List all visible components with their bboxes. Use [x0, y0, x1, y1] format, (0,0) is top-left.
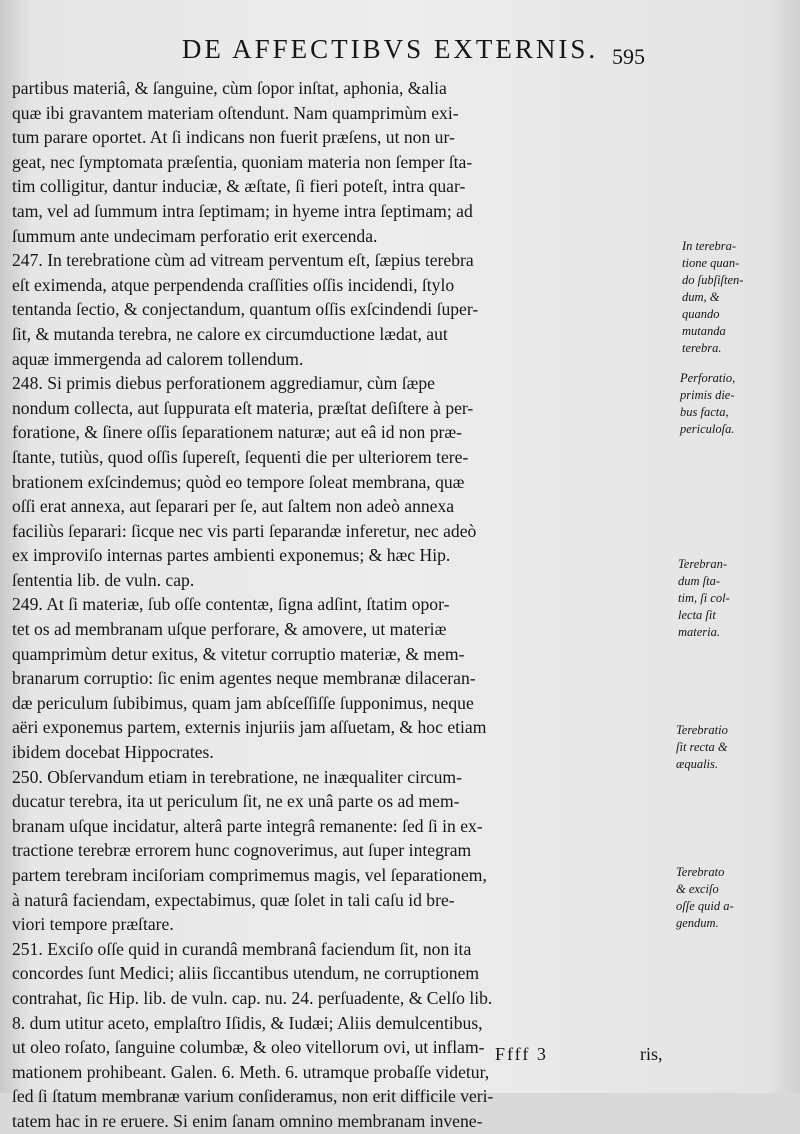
text-line: aëri exponemus partem, externis injuriis jam aſſuetam, & hoc etiam: [12, 717, 487, 738]
margin-note-line: æqualis.: [676, 757, 719, 771]
signature-mark: Ffff 3: [495, 1044, 548, 1064]
margin-note-line: dum, &: [682, 290, 720, 304]
margin-note-248: [680, 370, 795, 438]
text-line: brationem exſcindemus; quòd eo tempore ſoleat membrana, quæ: [12, 471, 465, 492]
text-line: ſummum ante undecimam perforatio erit exercenda.: [12, 225, 378, 246]
margin-note-line: bus facta,: [680, 405, 729, 419]
margin-note-line: periculoſa.: [680, 422, 735, 436]
text-line: eſt eximenda, atque perpendenda craſſities oſſis incidendi, ſtylo: [12, 274, 455, 295]
text-line: 250. Obſervandum etiam in terebratione, ne inæqualiter circum-: [12, 766, 462, 787]
margin-note-251: [676, 864, 791, 932]
margin-note-249: [678, 556, 793, 641]
text-line: ſit, & mutanda terebra, ne calore ex circumductione lædat, aut: [12, 323, 448, 344]
text-line: 249. At ſi materiæ, ſub oſſe contentæ, ſigna adſint, ſtatim opor-: [12, 594, 450, 615]
text-line: oſſi erat annexa, aut ſeparari per ſe, aut ſaltem non adeò annexa: [12, 496, 455, 517]
margin-note-line: ſit recta &: [676, 740, 728, 754]
running-head: DE AFFECTIBVS EXTERNIS.: [181, 34, 599, 64]
main-text: [12, 76, 672, 1134]
text-line: ſed ſi ſtatum membranæ varium conſideramus, non erit difficile veri-: [12, 1086, 494, 1107]
margin-note-247: [682, 238, 797, 357]
margin-note-line: In terebra-: [682, 239, 737, 253]
text-line: geat, nec ſymptomata præſentia, quoniam materia non ſemper ſta-: [12, 151, 473, 172]
text-line: branarum corruptio: ſic enim agentes neque membranæ dilaceran-: [12, 668, 476, 689]
margin-note-line: Terebrato: [676, 865, 725, 879]
text-line: 251. Exciſo oſſe quid in curandâ membranâ faciendum ſit, non ita: [12, 938, 472, 959]
text-line: nondum collecta, aut ſuppurata eſt materia, præſtat deſiſtere à per-: [12, 397, 474, 418]
text-line: quæ ibi gravantem materiam oſtendunt. Nam quamprimùm exi-: [12, 102, 459, 123]
text-line: tractione terebræ errorem hunc cognoverimus, aut ſuper integram: [12, 840, 472, 861]
margin-note-line: Terebran-: [678, 557, 728, 571]
margin-note-line: Terebratio: [676, 723, 728, 737]
margin-note-line: do ſubſiſten-: [682, 273, 744, 287]
margin-note-line: mutanda: [682, 324, 726, 338]
text-line: tam, vel ad ſummum intra ſeptimam; in hyeme intra ſeptimam; ad: [12, 200, 473, 221]
text-line: faciliùs ſeparari: ſicque nec vis parti ſeparandæ inferetur, nec adeò: [12, 520, 477, 541]
text-line: 248. Si primis diebus perforationem aggrediamur, cùm ſæpe: [12, 373, 435, 394]
text-line: tum parare oportet. At ſi indicans non fuerit præſens, ut non ur-: [12, 127, 455, 148]
text-line: foratione, & ſinere oſſis ſeparationem naturæ; aut eâ id non præ-: [12, 422, 462, 443]
margin-note-line: quando: [682, 307, 720, 321]
margin-note-line: lecta ſit: [678, 608, 716, 622]
text-line: tatem hac in re eruere. Si enim ſanam omnino membranam invene-: [12, 1110, 483, 1131]
margin-note-line: dum ſta-: [678, 574, 721, 588]
margin-note-line: & exciſo: [676, 882, 719, 896]
text-line: ex improviſo internas partes ambienti exponemus; & hæc Hip.: [12, 545, 451, 566]
text-line: branam uſque incidatur, alterâ parte integrâ remanente: ſed ſi in ex-: [12, 815, 483, 836]
text-line: tet os ad membranam uſque perforare, & amovere, ut materiæ: [12, 619, 447, 640]
margin-note-line: primis die-: [680, 388, 735, 402]
text-line: ſententia lib. de vuln. cap.: [12, 569, 195, 590]
text-line: 8. dum utitur aceto, emplaſtro Iſidis, & Iudæi; Aliis demulcentibus,: [12, 1012, 483, 1033]
margin-note-line: Perforatio,: [680, 371, 736, 385]
margin-note-line: tim, ſi col-: [678, 591, 730, 605]
margin-note-250: [676, 722, 791, 773]
text-line: à naturâ faciendam, expectabimus, quæ ſolet in tali caſu id bre-: [12, 889, 455, 910]
text-line: viori tempore præſtare.: [12, 914, 174, 935]
catchword: ris,: [640, 1044, 663, 1064]
margin-note-line: terebra.: [682, 341, 722, 355]
text-line: tim colligitur, dantur induciæ, & æſtate, ſi fieri poteſt, intra quar-: [12, 176, 466, 197]
text-line: 247. In terebratione cùm ad vitream perventum eſt, ſæpius terebra: [12, 250, 474, 271]
text-line: aquæ immergenda ad calorem tollendum.: [12, 348, 304, 369]
margin-note-line: oſſe quid a-: [676, 899, 734, 913]
text-line: partem terebram inciſoriam comprimemus magis, vel ſeparationem,: [12, 865, 487, 885]
text-line: ibidem docebat Hippocrates.: [12, 742, 214, 763]
text-line: concordes ſunt Medici; aliis ſiccantibus utendum, ne corruptionem: [12, 963, 480, 984]
text-line: contrahat, ſic Hip. lib. de vuln. cap. nu. 24. perſuadente, & Celſo lib.: [12, 987, 493, 1008]
margin-note-line: tione quan-: [682, 256, 740, 270]
text-line: mationem prohibeant. Galen. 6. Meth. 6. utramque probaſſe videtur,: [12, 1061, 490, 1082]
text-line: partibus materiâ, & ſanguine, cùm ſopor inſtat, aphonia, &alia: [12, 78, 447, 98]
text-line: dæ periculum ſubibimus, quam jam abſceſſiſſe ſupponimus, neque: [12, 692, 474, 713]
text-line: ut oleo roſato, ſanguine columbæ, & oleo vitellorum ovi, ut inflam-: [12, 1037, 485, 1058]
page-number: 595: [612, 44, 645, 69]
margin-note-line: materia.: [678, 625, 721, 639]
text-line: ducatur terebra, ita ut periculum ſit, ne ex unâ parte os ad mem-: [12, 791, 460, 812]
margin-note-line: gendum.: [676, 916, 719, 930]
text-line: quamprimùm detur exitus, & vitetur corruptio materiæ, & mem-: [12, 643, 465, 664]
text-line: ſtante, tutiùs, quod oſſis ſupereſt, ſequenti die per ulteriorem tere-: [12, 446, 469, 467]
text-line: tentanda ſectio, & conjectandum, quantum oſſis exſcindendi ſuper-: [12, 299, 479, 320]
